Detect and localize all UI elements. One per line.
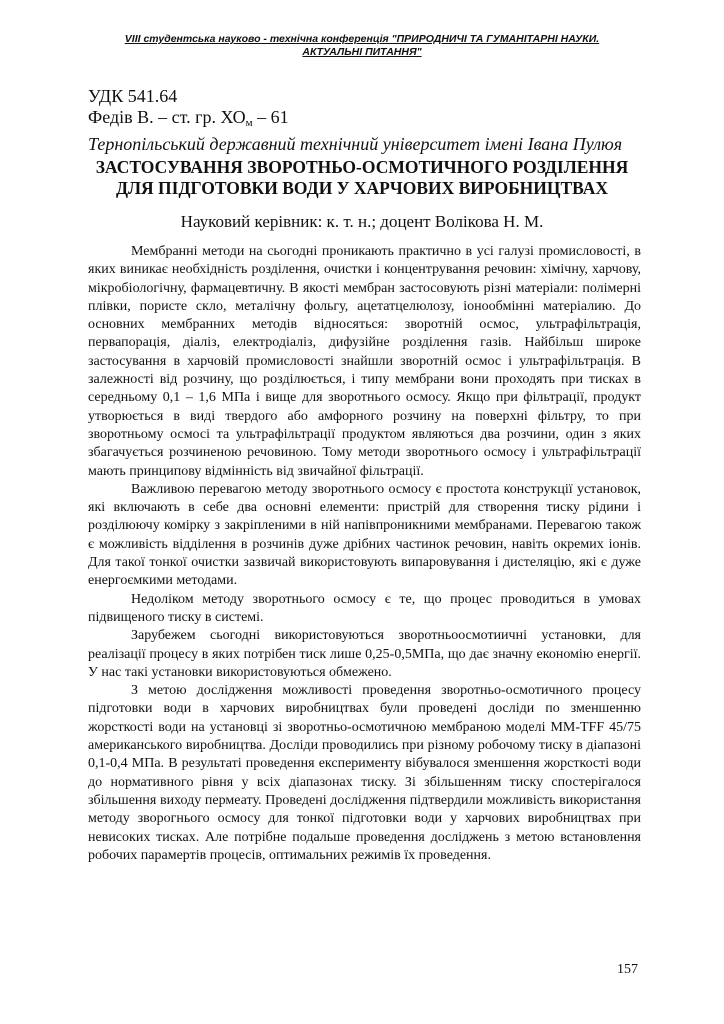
conference-header (0, 33, 724, 59)
article-meta (88, 86, 648, 155)
author-name: Федів В. – ст. гр. ХО (88, 107, 246, 127)
body-paragraph-2: Важливою перевагою методу зворотнього осмосу є простота конструкції установок, які включають в себе два основні елементи: пристрій для створення тиску рідини і розділюючу комірку з закріпленими в ній напівпроникними мембранами. Перевагою також є можливість відділення в розчинів дуже дрібних частинок речовин, навіть окремих іонів. Для такої тонкої очистки зазвичай використовують випаровування і дистеляцію, які є дуже енергоємкими методами. (88, 481, 641, 589)
article-title (60, 157, 664, 199)
author-group-number: – 61 (252, 107, 289, 127)
author-line (88, 107, 648, 134)
body-paragraph-4: Зарубежем сьогодні використовуються зворотньоосмотиичні установки, для реалізації процесу в яких потрібен тиск лише 0,25-0,5МПа, що дає значну економію енергії. У нас такі установки використовуються обмежено. (88, 628, 641, 680)
article-title-line-2: ДЛЯ ПІДГОТОВКИ ВОДИ У ХАРЧОВИХ ВИРОБНИЦТВАХ (115, 178, 609, 198)
body-paragraph-3: Недоліком методу зворотнього осмосу є те, що процес проводиться в умовах підвищеного тиску в системі. (88, 591, 641, 625)
body-paragraph-5: З метою дослідження можливості проведення зворотньо-осмотичного процесу підготовки води в харчових виробництвах були проведені досліди по зменшенню жорсткості води на установці зі зворотньо-осмотичною мембраною моделі ММ-TFF 45/75 американського виробництва. Досліди проводились при різному робочому тиску в діапазоні 0,1-0,4 МПа. В результаті проведення експерименту вібувалося зменшення жорсткості води до нормативного рівня у всіх діапазонах тиску. Зі збільшенням тиску спостерігалося збільшення виходу пермеату. Проведені дослідження підтвердили можливість використання методу зворогнього осмосу для тонкої підготовки води у харчових виробництвах при невисоких тисках. Але потрібне подальше проведення досліджень з метою встановлення робочих парамертів процесів, оптимальних режимів їх проведення. (88, 683, 641, 863)
scientific-supervisor: Науковий керівник: к. т. н.; доцент Волікова Н. М. (180, 212, 544, 231)
conference-header-line-2: АКТУАЛЬНІ ПИТАННЯ" (302, 46, 422, 58)
article-title-line-1: ЗАСТОСУВАННЯ ЗВОРОТНЬО-ОСМОТИЧНОГО РОЗДІЛЕННЯ (95, 157, 629, 177)
article-body (88, 243, 641, 865)
conference-header-line-1: VIII студентська науково - технічна конференція "ПРИРОДНИЧІ ТА ГУМАНІТАРНІ НАУКИ. (124, 33, 600, 45)
author-group-subscript: м (245, 117, 253, 129)
page-number: 157 (617, 962, 638, 977)
udc-code: УДК 541.64 (88, 86, 178, 106)
university-name: Тернопільський державний технічний університет імені Івана Пулюя (88, 134, 623, 154)
body-paragraph-1: Мембранні методи на сьогодні проникають практично в усі галузі промисловості, в яких виникає необхідність розділення, очистки і концентрування речовин: хімічну, харчову, мікробіологічну, фармацевтичну. В якості мембран застосовують різні матеріали: полімерні плівки, пористе скло, металічну фольгу, ацетатцелюлозу, іонообмінні матеріалию. До основних мембранних методів відносяться: зворотній осмос, ультрафільтрація, первапорація, діаліз, електродіаліз, дифузійне розділення газів. Найбільш широке застосування в харчовій промисловості знайшли зворотній осмос і ультрафільтрація. В залежності від розчину, що розділюється, і типу мембрани вони проходять при тисках в середньому 0,1 – 1,6 МПа і вище для зворотнього осмосу. Якщо при фільтрації, продукт утворюється в виді твердого або амфорного розчину на поверхні фільтру, то при зворотньому осмосі та ультрафільтрації продуктом являються два розчини, один з яких збагачується розчиненою речовиною. Тому методи зворотнього осмосу і ультрафільтрації мають принципову відмінність від звичайної фільтрації. (88, 244, 641, 479)
